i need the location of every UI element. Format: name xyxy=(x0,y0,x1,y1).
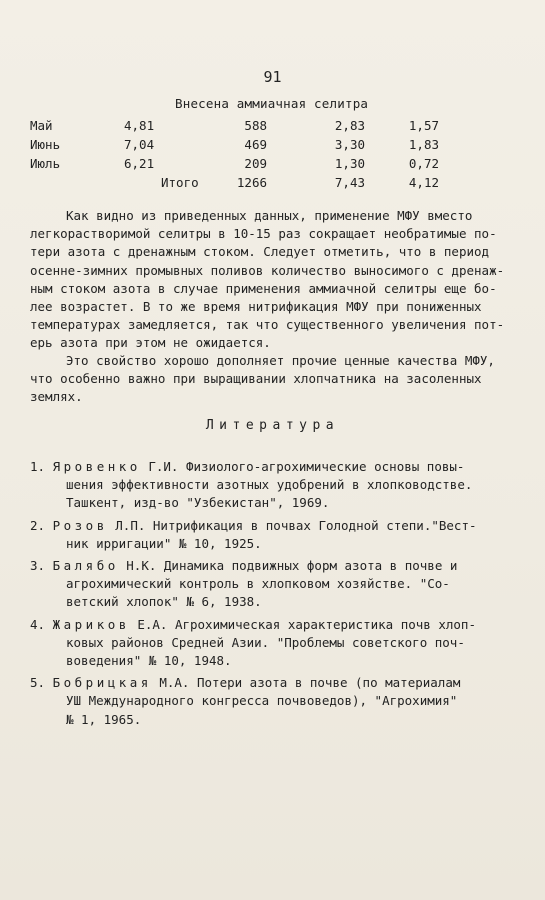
reference-text: шения эффективности азотных удобрений в хлопководстве. xyxy=(66,477,473,493)
text-line: ным стоком азота в случае применения аммиачной селитры еще бо- xyxy=(30,280,497,296)
table-cell: 7,04 xyxy=(124,137,155,152)
table-cell-month: Июнь xyxy=(30,137,61,152)
reference-number: 3. xyxy=(30,558,46,574)
table-cell: 1266 xyxy=(236,175,267,190)
table-cell: 1,83 xyxy=(408,137,439,152)
text-line: лее возрастет. В то же время нитрификация МФУ при пониженных xyxy=(30,299,482,315)
table-cell: 588 xyxy=(244,118,267,133)
reference-text: М.А. Потери азота в почве (по материалам xyxy=(159,675,461,691)
reference-text: Н.К. Динамика подвижных форм азота в почве и xyxy=(126,558,458,574)
table-cell: 3,30 xyxy=(334,137,365,152)
table-cell-month: Май xyxy=(30,118,53,133)
reference-number: 2. xyxy=(30,517,46,533)
reference-text: ник ирригации" № 10, 1925. xyxy=(66,535,262,551)
reference-number: 4. xyxy=(30,616,46,632)
table-cell: 469 xyxy=(244,137,267,152)
text-line: Как видно из приведенных данных, применение МФУ вместо xyxy=(66,208,473,223)
body-paragraph xyxy=(30,207,505,353)
reference-text: ветский хлопок" № 6, 1938. xyxy=(66,594,262,610)
reference-text: Г.И. Физиолого-агрохимические основы повы- xyxy=(148,459,465,474)
table-cell: 1,57 xyxy=(408,118,439,133)
table-cell: 0,72 xyxy=(408,156,439,171)
literature-heading: Литература xyxy=(205,418,340,433)
page-number: 91 xyxy=(263,68,282,86)
reference-text: Л.П. Нитрификация в почвах Голодной степи."Вест- xyxy=(115,517,477,533)
reference-author: Бобрицкая xyxy=(52,675,152,691)
reference-text: ковых районов Средней Азии. "Проблемы советского поч- xyxy=(66,634,465,650)
text-line: осенне-зимних промывных поливов количество выносимого с дренаж- xyxy=(30,262,505,278)
table-row xyxy=(0,156,545,174)
reference-text: № 1, 1965. xyxy=(66,711,142,727)
reference-item xyxy=(30,674,500,729)
text-line: что особенно важно при выращивании хлопчатника на засоленных xyxy=(30,371,482,387)
reference-author: Розов xyxy=(52,517,108,533)
reference-author: Яровенко xyxy=(52,459,141,474)
reference-item xyxy=(30,557,500,612)
text-line: температурах замедляется, так что существенного увеличения пот- xyxy=(30,317,505,333)
table-row xyxy=(0,137,545,155)
reference-text: Е.А. Агрохимическая характеристика почв хлоп- xyxy=(137,616,476,632)
reference-item xyxy=(30,458,500,513)
table-cell: 4,81 xyxy=(124,118,155,133)
reference-text: воведения" № 10, 1948. xyxy=(66,653,232,669)
text-line: землях. xyxy=(30,389,83,405)
reference-item xyxy=(30,517,500,553)
text-line: тери азота с дренажным стоком. Следует отметить, что в период xyxy=(30,244,490,260)
table-total-row xyxy=(0,175,545,193)
table-cell: 209 xyxy=(244,156,267,171)
table-title: Внесена аммиачная селитра xyxy=(175,96,369,111)
reference-text: агрохимический контроль в хлопковом хозяйстве. "Со- xyxy=(66,576,450,592)
table-cell: 2,83 xyxy=(334,118,365,133)
table-cell-month: Июль xyxy=(30,156,61,171)
text-line: ерь азота при этом не ожидается. xyxy=(30,335,271,351)
reference-list xyxy=(30,458,500,733)
table-cell: 4,12 xyxy=(408,175,439,190)
body-paragraph xyxy=(30,352,498,407)
reference-number: 1. xyxy=(30,459,46,474)
text-line: легкорастворимой селитры в 10-15 раз сокращает необратимые по- xyxy=(30,226,497,242)
table-cell: 1,30 xyxy=(334,156,365,171)
reference-text: Ташкент, изд-во "Узбекистан", 1969. xyxy=(66,495,330,511)
reference-author: Балябо xyxy=(52,558,119,574)
table-total-label: Итого xyxy=(161,175,199,190)
table-cell: 6,21 xyxy=(124,156,155,171)
text-line: Это свойство хорошо дополняет прочие ценные качества МФУ, xyxy=(66,353,495,368)
reference-item xyxy=(30,616,500,671)
reference-text: УШ Международного конгресса почвоведов), "Агрохимия" xyxy=(66,693,458,709)
reference-number: 5. xyxy=(30,675,46,691)
table-row xyxy=(0,118,545,136)
table-cell: 7,43 xyxy=(334,175,365,190)
reference-author: Жариков xyxy=(52,616,130,632)
